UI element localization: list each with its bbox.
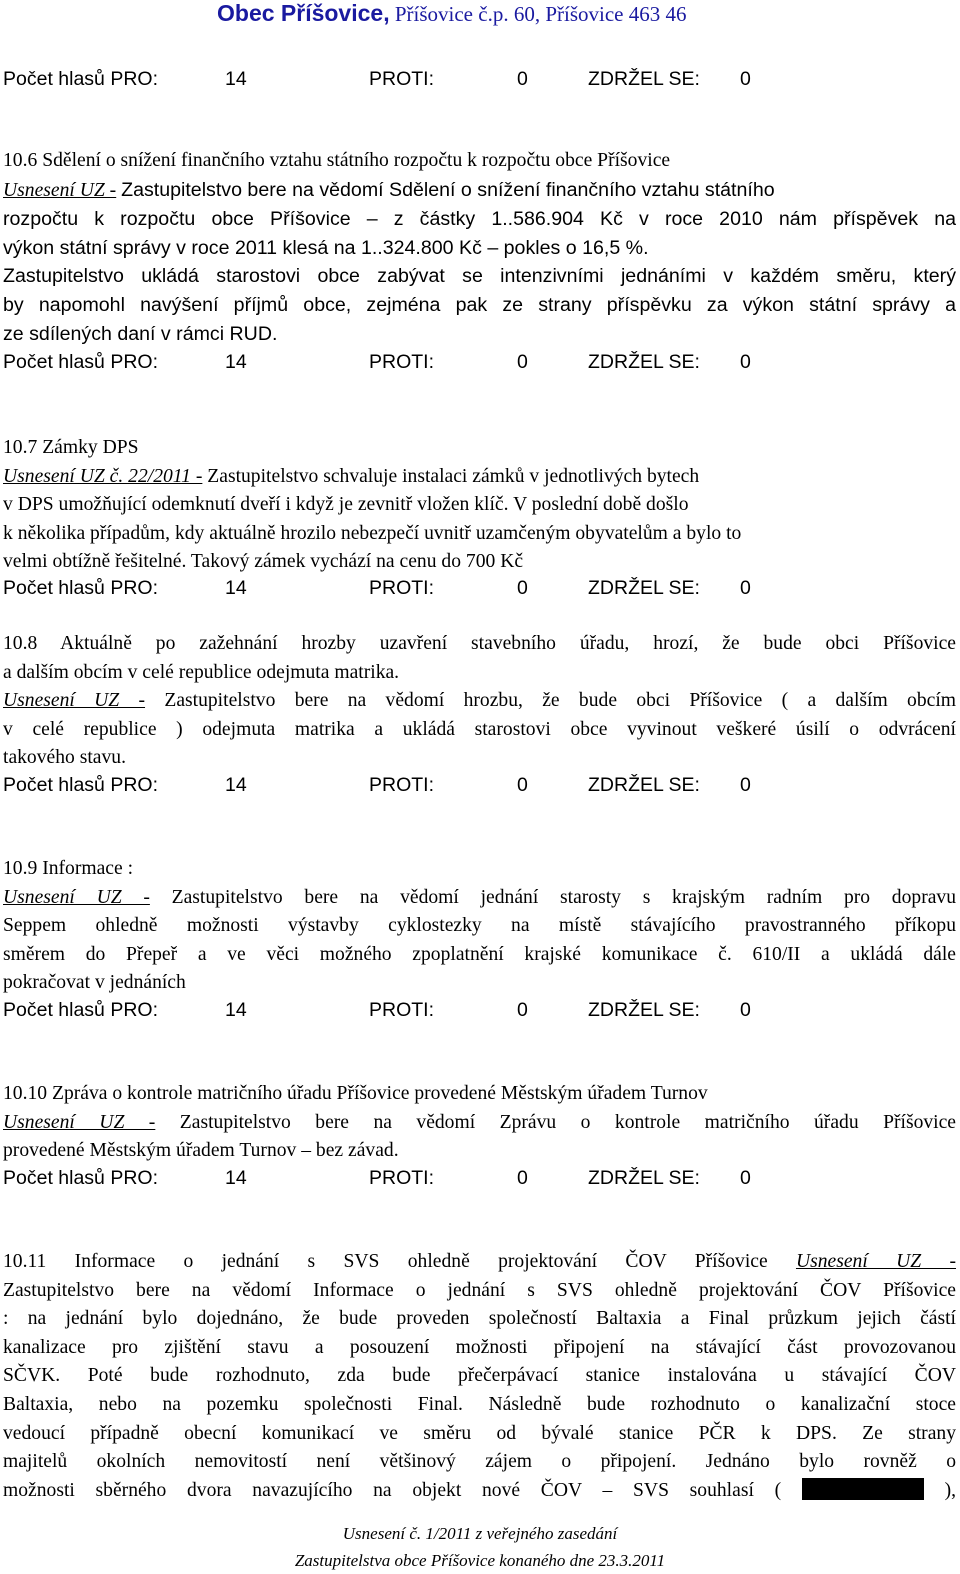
vote-zdrzel-label: ZDRŽEL SE: [588, 774, 700, 796]
resolution-label: Usnesení UZ - [3, 1111, 156, 1133]
page-footer [0, 1520, 960, 1574]
vote-line [3, 999, 763, 1027]
vote-line [3, 68, 763, 96]
vote-proti-value: 0 [517, 774, 528, 796]
vote-zdrzel-label: ZDRŽEL SE: [588, 577, 700, 599]
vote-proti-label: PROTI: [369, 351, 435, 373]
resolution-label: Usnesení UZ - [3, 886, 150, 908]
vote-zdrzel-value: 0 [740, 774, 751, 796]
vote-line [3, 351, 763, 379]
vote-line [3, 774, 763, 802]
paragraph-line-end: ), [944, 1479, 957, 1501]
header-address: Příšovice č.p. 60, Příšovice 463 46 [394, 2, 687, 26]
section-10-9 [3, 855, 956, 998]
vote-proti-value: 0 [517, 577, 528, 599]
footer-line: Usnesení č. 1/2011 z veřejného zasedání [342, 1524, 618, 1543]
footer-line: Zastupitelstva obce Příšovice konaného dne 23.3.2011 [294, 1551, 666, 1570]
vote-proti-label: PROTI: [369, 68, 435, 90]
paragraph-line: by napomohl navýšení příjmů obce, zejména pak ze strany příspěvku za výkon státní správy a [3, 293, 956, 316]
section-10-6 [3, 147, 956, 348]
paragraph-line: ze sdílených daní v rámci RUD. [3, 322, 278, 345]
vote-zdrzel-value: 0 [740, 999, 751, 1021]
vote-zdrzel-label: ZDRŽEL SE: [588, 351, 700, 373]
vote-zdrzel-value: 0 [740, 1167, 751, 1189]
vote-proti-value: 0 [517, 999, 528, 1021]
paragraph-line: provedené Městským úřadem Turnov – bez závad. [3, 1140, 399, 1162]
vote-pro-value: 14 [225, 577, 247, 599]
vote-zdrzel-label: ZDRŽEL SE: [588, 999, 700, 1021]
paragraph-line: Zastupitelstvo schvaluje instalaci zámků v jednotlivých bytech [207, 465, 700, 487]
paragraph-line: : na jednání bylo dojednáno, že bude proveden společností Baltaxia a Final průzkum jejich částí [3, 1308, 956, 1330]
section-10-8 [3, 630, 956, 773]
vote-pro-value: 14 [225, 351, 247, 373]
vote-proti-value: 0 [517, 68, 528, 90]
vote-zdrzel-label: ZDRŽEL SE: [588, 1167, 700, 1189]
vote-zdrzel-value: 0 [740, 577, 751, 599]
vote-proti-value: 0 [517, 1167, 528, 1189]
paragraph-line: k několika případům, kdy aktuálně hrozilo nebezpečí uvnitř uzamčeným obyvatelům a bylo to [3, 522, 742, 544]
paragraph-line: Zastupitelstvo bere na vědomí hrozbu, že bude obci Příšovice ( a dalším obcím [164, 690, 957, 712]
vote-zdrzel-value: 0 [740, 68, 751, 90]
paragraph-line: a dalším obcím v celé republice odejmuta matrika. [3, 661, 400, 683]
vote-pro-label: Počet hlasů PRO: [3, 68, 158, 90]
section-heading: 10.6 Sdělení o snížení finančního vztahu státního rozpočtu k rozpočtu obce Příšovice [3, 150, 671, 171]
paragraph-line: výkon státní správy v roce 2011 klesá na 1..324.800 Kč – pokles o 16,5 %. [3, 236, 649, 259]
paragraph-line: možnosti sběrného dvora navazujícího na objekt nové ČOV – SVS souhlasí ( [3, 1479, 782, 1501]
paragraph-line: Seppem ohledně možnosti výstavby cyklostezky na místě stávajícího pravostranného příkopu [3, 915, 956, 937]
paragraph-line: majitelů okolních nemovitostí není většinový zájem o připojení. Jednáno bylo rovněž o [3, 1451, 956, 1473]
paragraph-line: směrem do Přepeř a ve věci možného zpoplatnění krajské komunikace č. 610/II a ukládá dále [3, 943, 956, 965]
vote-pro-value: 14 [225, 774, 247, 796]
paragraph-line: Zastupitelstvo bere na vědomí Informace o jednání s SVS ohledně projektování ČOV Příšovice [3, 1279, 956, 1301]
paragraph-line: Zastupitelstvo bere na vědomí jednání starosty s krajským radním pro dopravu [171, 886, 957, 908]
paragraph-line: v celé republice ) odejmuta matrika a ukládá starostovi obce vyvinout veškeré úsilí o odvrácení [3, 718, 956, 740]
section-heading: 10.8 Aktuálně po zažehnání hrozby uzavření stavebního úřadu, hrozí, že bude obci Příšovice [3, 633, 956, 654]
section-heading: 10.11 Informace o jednání s SVS ohledně projektování ČOV Příšovice [3, 1251, 768, 1272]
paragraph-line: SČVK. Poté bude rozhodnuto, zda bude přečerpávací stanice instalována u stávající ČOV [3, 1365, 956, 1387]
paragraph-line: rozpočtu k rozpočtu obce Příšovice – z částky 1..586.904 Kč v roce 2010 nám příspěvek na [3, 208, 956, 231]
paragraph-line: takového stavu. [3, 747, 126, 769]
paragraph-line: pokračovat v jednáních [3, 972, 186, 994]
vote-pro-label: Počet hlasů PRO: [3, 1167, 158, 1189]
page-header [217, 0, 777, 27]
paragraph-line: velmi obtížně řešitelné. Takový zámek vychází na cenu do 700 Kč [3, 551, 524, 573]
paragraph-line: Zastupitelstvo bere na vědomí Zprávu o kontrole matričního úřadu Příšovice [179, 1111, 956, 1133]
resolution-label: Usnesení UZ č. 22/2011 - [3, 465, 203, 487]
paragraph-line: Zastupitelstvo bere na vědomí Sdělení o snížení finančního vztahu státního [121, 178, 775, 201]
resolution-label: Usnesení UZ - [3, 179, 117, 201]
paragraph-line: Baltaxia, nebo na pozemku společnosti Final. Následně bude rozhodnuto o kanalizační stoce [3, 1393, 956, 1415]
vote-proti-label: PROTI: [369, 577, 435, 599]
vote-proti-label: PROTI: [369, 999, 435, 1021]
section-heading: 10.10 Zpráva o kontrole matričního úřadu Příšovice provedené Městským úřadem Turnov [3, 1083, 708, 1104]
section-heading: 10.7 Zámky DPS [3, 437, 139, 458]
vote-proti-label: PROTI: [369, 1167, 435, 1189]
vote-pro-value: 14 [225, 68, 247, 90]
vote-zdrzel-label: ZDRŽEL SE: [588, 68, 700, 90]
section-10-7 [3, 434, 956, 577]
vote-pro-label: Počet hlasů PRO: [3, 999, 158, 1021]
paragraph-line: vedoucí případně obecní komunikací ve směru od bývalé stanice PČR k DPS. Ze strany [3, 1422, 956, 1444]
paragraph-line: Zastupitelstvo ukládá starostovi obce zabývat se intenzivními jednáními v každém směru, který [3, 265, 956, 288]
paragraph-line: kanalizace pro zjištění stavu a posouzení možnosti připojení na stávající část provozovanou [3, 1336, 956, 1358]
vote-pro-label: Počet hlasů PRO: [3, 774, 158, 796]
header-org: Obec Příšovice, [217, 0, 390, 26]
vote-pro-value: 14 [225, 1167, 247, 1189]
section-10-11 [3, 1248, 956, 1505]
vote-line [3, 1167, 763, 1195]
vote-pro-label: Počet hlasů PRO: [3, 577, 158, 599]
resolution-label: Usnesení UZ - [795, 1251, 956, 1272]
vote-proti-label: PROTI: [369, 774, 435, 796]
redaction-box [802, 1478, 924, 1500]
vote-pro-label: Počet hlasů PRO: [3, 351, 158, 373]
vote-zdrzel-value: 0 [740, 351, 751, 373]
section-10-10 [3, 1080, 956, 1166]
resolution-label: Usnesení UZ - [3, 690, 146, 712]
vote-pro-value: 14 [225, 999, 247, 1021]
vote-line [3, 577, 763, 605]
paragraph-line: v DPS umožňující odemknutí dveří i když je zevnitř vložen klíč. V poslední době došlo [3, 494, 689, 516]
section-heading: 10.9 Informace : [3, 858, 134, 879]
vote-proti-value: 0 [517, 351, 528, 373]
